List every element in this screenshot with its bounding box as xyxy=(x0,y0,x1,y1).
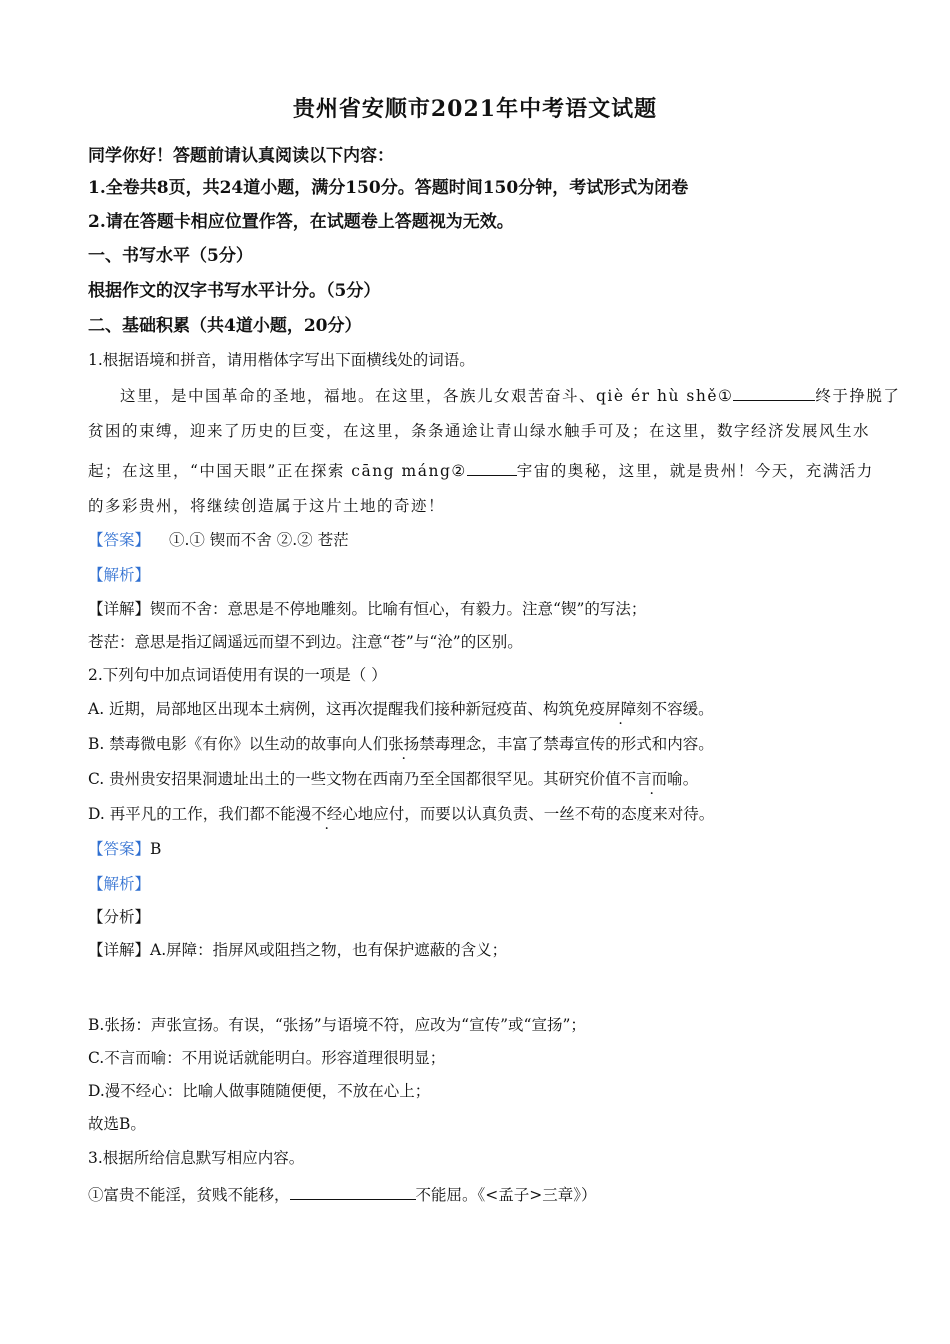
page-title: 贵州省安顺市2021年中考语文试题 xyxy=(292,96,658,122)
q1-passage-line-4: 的多彩贵州，将继续创造属于这片土地的奇迹！ xyxy=(88,497,446,515)
analysis-tag: 【解析】 xyxy=(88,566,151,584)
q2-option-c-pre: C. 贵州贵安招果洞遗址出土的一些文物在西南乃至全国都很罕见。其研究价值 xyxy=(88,770,621,788)
q2-option-a xyxy=(88,699,714,719)
q1-answer: ①.① 锲而不舍 ②.② 苍茫 xyxy=(168,531,349,549)
q2-conclusion: 故选B。 xyxy=(88,1115,146,1133)
q2-option-c-post: 。 xyxy=(682,770,699,788)
q1-line1-text: 这里，是中国革命的圣地，福地。在这里，各族儿女艰苦奋斗、qiè ér hù shě① xyxy=(120,387,734,405)
q2-option-b-post: 禁毒理念，丰富了禁毒宣传的形式和内容。 xyxy=(419,735,714,753)
q1-detail-1-text: 锲而不舍：意思是不停地雕刻。比喻有恒心，有毅力。注意“锲”的写法； xyxy=(150,600,647,618)
q3-item-1-pre: ①富贵不能淫，贫贱不能移， xyxy=(88,1186,290,1204)
detail-tag: 【详解】 xyxy=(88,941,151,959)
analysis-tag: 【解析】 xyxy=(88,875,151,893)
q1-passage-line-3 xyxy=(88,459,874,481)
answer-blank-2[interactable] xyxy=(467,459,517,476)
q2-option-d-pre: D. 再平凡的工作，我们都不能 xyxy=(88,805,296,823)
fenxi-tag: 【分析】 xyxy=(88,908,151,926)
q2-option-c-dotted-word: 不言而喻 xyxy=(620,770,683,788)
q2-option-a-dotted-word: 屏障 xyxy=(605,700,637,718)
q1-prompt: 1.根据语境和拼音，请用楷体字写出下面横线处的词语。 xyxy=(88,351,475,369)
q2-detail-a xyxy=(88,940,507,960)
q1-detail-2: 苍茫：意思是指辽阔遥远而望不到边。注意“苍”与“沧”的区别。 xyxy=(88,633,523,651)
q2-option-a-pre: A. 近期，局部地区出现本土病例，这再次提醒我们接种新冠疫苗、构筑免疫 xyxy=(88,700,606,718)
answer-tag: 【答案】 xyxy=(88,531,151,549)
q1-line3-text-end: 宇宙的奥秘，这里，就是贵州！今天，充满活力 xyxy=(516,462,874,480)
q2-option-b xyxy=(88,734,714,754)
detail-tag: 【详解】 xyxy=(88,600,151,618)
q2-answer: B xyxy=(150,840,162,858)
intro-rule-1: 1.全卷共8页，共24道小题，满分150分。答题时间150分钟，考试形式为闭卷 xyxy=(88,178,689,198)
answer-blank-3[interactable] xyxy=(290,1183,416,1200)
answer-blank-1[interactable] xyxy=(733,384,815,401)
q2-option-d-dotted-word: 漫不经心 xyxy=(295,805,358,823)
q2-prompt: 2.下列句中加点词语使用有误的一项是（ ） xyxy=(88,666,387,684)
section-1-body: 根据作文的汉字书写水平计分。（5分） xyxy=(88,281,381,301)
q2-detail-c: C.不言而喻：不用说话就能明白。形容道理很明显； xyxy=(88,1049,446,1067)
section-2-heading: 二、基础积累（共4道小题，20分） xyxy=(88,316,362,336)
q2-option-b-dotted-word: 张扬 xyxy=(388,735,420,753)
q1-passage-line-2: 贫困的束缚，迎来了历史的巨变，在这里，条条通途让青山绿水触手可及；在这里，数字经济发展风生水 xyxy=(88,422,871,440)
q2-option-a-post: 刻不容缓。 xyxy=(636,700,714,718)
q1-answer-line xyxy=(88,530,349,550)
q3-item-1-post: 不能屈。《<孟子>三章》） xyxy=(415,1186,597,1204)
intro-greeting: 同学你好！答题前请认真阅读以下内容： xyxy=(88,146,394,166)
q1-line1-text-end: 终于挣脱了 xyxy=(815,387,901,405)
q2-option-c xyxy=(88,769,698,789)
q3-prompt: 3.根据所给信息默写相应内容。 xyxy=(88,1149,305,1167)
q1-line3-text: 起；在这里，“中国天眼”正在探索 cāng máng② xyxy=(88,462,467,480)
q2-option-d-post: 地应付，而要以认真负责、一丝不苟的态度来对待。 xyxy=(357,805,715,823)
section-1-heading: 一、书写水平（5分） xyxy=(88,246,253,266)
q2-detail-b: B.张扬：声张宣扬。有误，“张扬”与语境不符，应改为“宣传”或“宣扬”； xyxy=(88,1016,586,1034)
q2-detail-a-text: A.屏障：指屏风或阻挡之物，也有保护遮蔽的含义； xyxy=(150,941,508,959)
q2-option-d xyxy=(88,804,714,824)
intro-rule-2: 2.请在答题卡相应位置作答，在试题卷上答题视为无效。 xyxy=(88,212,514,232)
q2-answer-line xyxy=(88,839,161,859)
q1-passage-line-1 xyxy=(120,384,900,406)
q1-detail-1 xyxy=(88,599,646,619)
q2-detail-d: D.漫不经心：比喻人做事随随便便，不放在心上； xyxy=(88,1082,431,1100)
q3-item-1 xyxy=(88,1183,597,1205)
q2-option-b-pre: B. 禁毒微电影《有你》以生动的故事向人们 xyxy=(88,735,389,753)
answer-tag: 【答案】 xyxy=(88,840,151,858)
